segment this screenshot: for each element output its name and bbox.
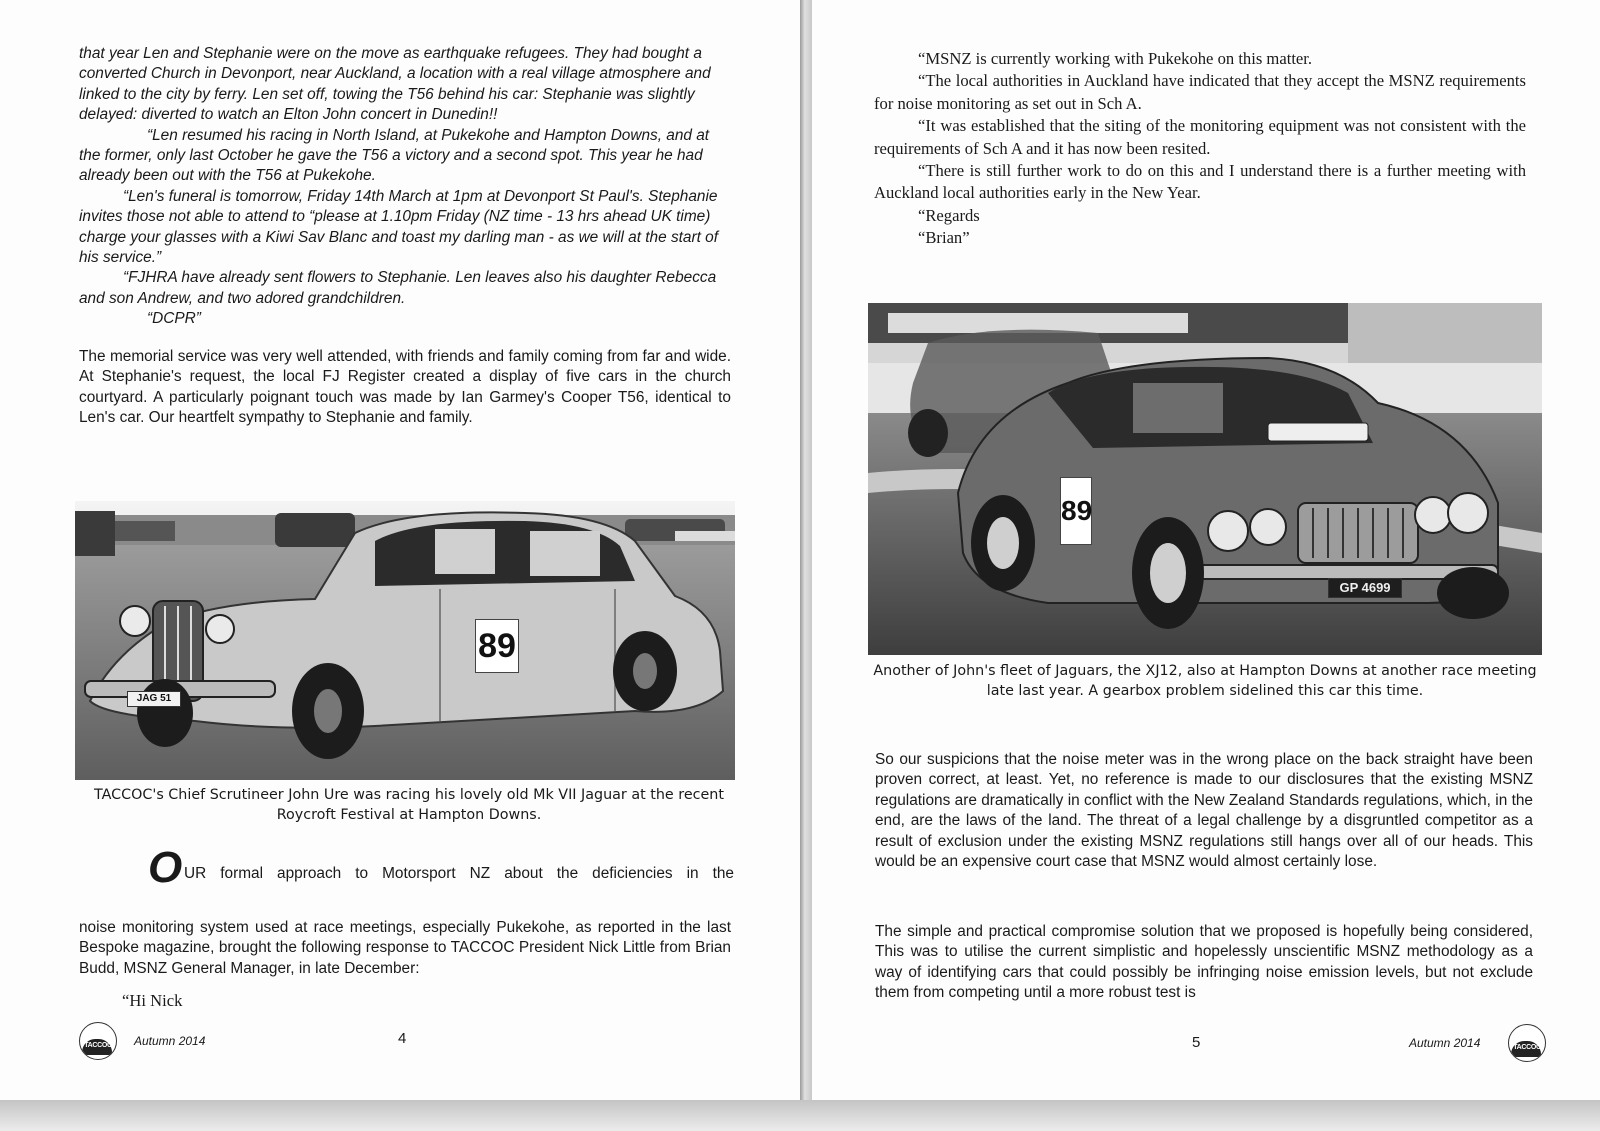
race-number-roundel: 89 [1060, 477, 1092, 545]
letter-paragraph: “Regards [918, 205, 980, 225]
club-logo [79, 1022, 117, 1060]
lead-line-text: UR formal approach to Motorsport NZ about the deficiencies in the [184, 865, 734, 882]
body-paragraph: So our suspicions that the noise meter was in the wrong place on the back straight have been proven correct, at least. Yet, no reference is made to our disclosures that the existing MSNZ regulations are dramatically in conflict with the New Zealand Standards regulations, which, in the end, are the laws of the land. The threat of a legal challenge by a disgruntled competitor as a result of exclusion under the existing MSNZ regulations still hangs over all of our heads. This would be an expensive court case that MSNZ would almost certainly lose. [875, 751, 1533, 871]
number-plate: GP 4699 [1328, 578, 1402, 598]
letter-paragraph: “MSNZ is currently working with Pukekohe on this matter. [918, 49, 1313, 68]
right-page [812, 0, 1600, 1100]
number-plate: JAG 51 [127, 691, 181, 707]
quote-paragraph: that year Len and Stephanie were on the move as earthquake refugees. They had bought a converted Church in Devonport, near Auckland, a location with a real village atmosphere and linked to the city by ferry. Len set off, towing the T56 behind his car: Stephanie was slightly delayed: diverted to watch an Elton John concert in Dunedin!! [79, 45, 711, 124]
club-logo-text: TACCOC [84, 1042, 112, 1049]
body-paragraph: noise monitoring system used at race meetings, especially Pukekohe, as reported in the last Bespoke magazine, brought the following response to TACCOC President Nick Little from Brian Budd, MSNZ General Manager, in late December: [79, 919, 731, 977]
club-logo-text: TACCOC [1513, 1044, 1541, 1051]
race-number-roundel: 89 [475, 619, 519, 673]
quote-signature: “DCPR” [147, 310, 201, 328]
letter-paragraph: “The local authorities in Auckland have indicated that they accept the MSNZ requirements for noise monitoring as set out in Sch A. [874, 71, 1526, 113]
left-page [0, 0, 800, 1100]
page-gutter [800, 0, 812, 1100]
italic-quote-block [79, 44, 729, 330]
quote-paragraph: “Len's funeral is tomorrow, Friday 14th March at 1pm at Devonport St Paul's. Stephanie invites those not able to attend to “please at 1.10pm Friday (NZ time - 13 hrs ahead UK time) charge your glasses with a Kiwi Sav Blanc and toast my darling man - as we will at the start of his service.” [79, 187, 718, 267]
xj12-jaguar-illustration [868, 303, 1542, 655]
letter-greeting: “Hi Nick [122, 991, 183, 1010]
xj12-caption: Another of John's fleet of Jaguars, the XJ12, also at Hampton Downs at another race meeting late last year. A gearbox problem sidelined this car this time. [873, 663, 1537, 699]
letter-paragraph: “There is still further work to do on this and I understand there is a further meeting with Auckland local authorities early in the New Year. [874, 161, 1526, 203]
lead-line [148, 843, 738, 892]
mk-vii-caption: TACCOC's Chief Scrutineer John Ure was racing his lovely old Mk VII Jaguar at the recent Roycroft Festival at Hampton Downs. [94, 787, 724, 823]
drop-cap: O [148, 843, 183, 892]
footer-issue: Autumn 2014 [1409, 1036, 1481, 1050]
quote-paragraph: “Len resumed his racing in North Island, at Pukekohe and Hampton Downs, and at the former, only last October he gave the T56 a victory and a second spot. This year he had already been out with the T56 at Pukekohe. [79, 126, 710, 185]
body-paragraph: The simple and practical compromise solution that we proposed is hopefully being considered, This was to utilise the current simplistic and hopelessly unscientific MSNZ methodology as a way of identifying cars that could possibly be infringing noise emission levels, but not exclude them from competing until a more robust test is [875, 923, 1533, 1002]
letter-body [874, 48, 1526, 250]
page-number: 4 [398, 1030, 407, 1047]
page-number: 5 [1192, 1034, 1201, 1051]
footer-issue: Autumn 2014 [134, 1034, 206, 1048]
quote-paragraph: “FJHRA have already sent flowers to Stephanie. Len leaves also his daughter Rebecca and son Andrew, and two adored grandchildren. [79, 269, 717, 307]
scan-bottom-edge [0, 1100, 1600, 1131]
mk-vii-jaguar-photo [75, 501, 735, 780]
xj12-jaguar-photo [868, 303, 1542, 655]
mk-vii-jaguar-illustration [75, 501, 735, 780]
letter-paragraph: “It was established that the siting of the monitoring equipment was not consistent with the requirements of Sch A and it has now been resited. [874, 116, 1526, 158]
letter-signoff: “Brian” [918, 228, 970, 248]
club-logo [1508, 1024, 1546, 1062]
memorial-paragraph: The memorial service was very well attended, with friends and family coming from far and wide. At Stephanie's request, the local FJ Register created a display of five cars in the church courtyard. A particularly poignant touch was made by Ian Garmey's Cooper T56, identical to Len's car. Our heartfelt sympathy to Stephanie and family. [79, 348, 731, 427]
